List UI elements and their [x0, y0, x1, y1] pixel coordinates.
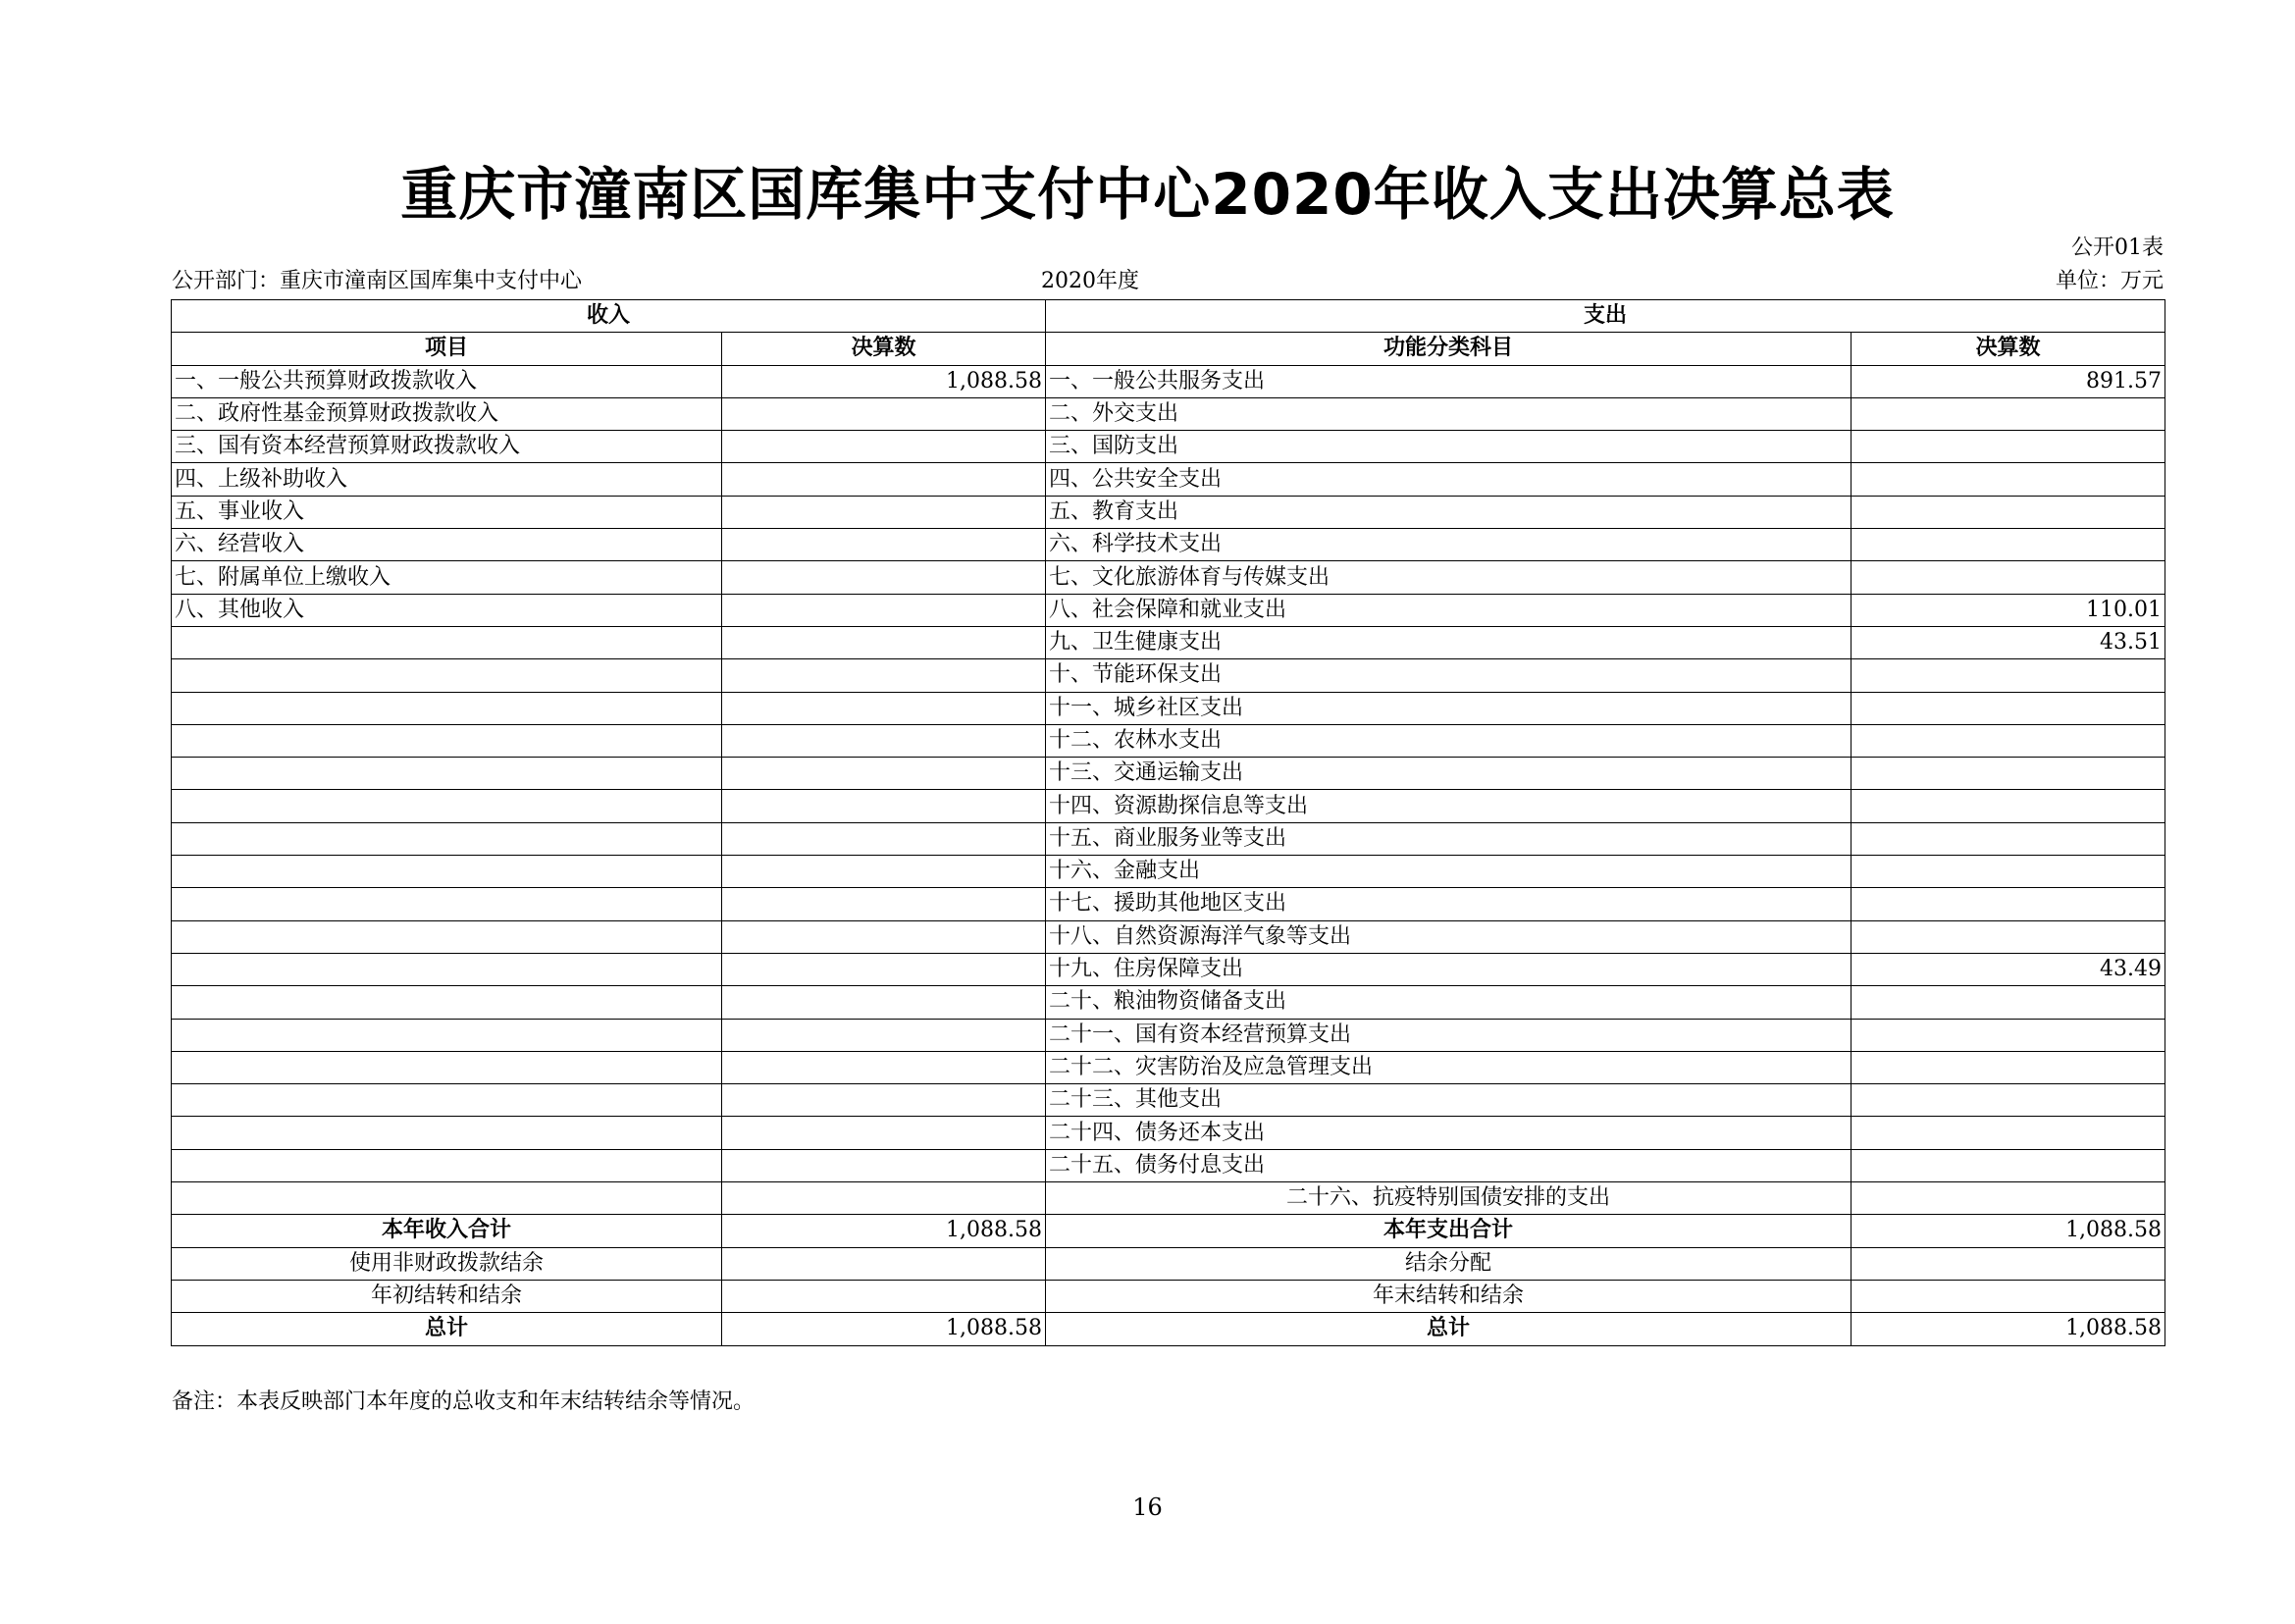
table-row — [172, 724, 2165, 757]
income-amount-cell — [722, 626, 1046, 658]
income-item-cell — [172, 790, 722, 822]
summary-income-amount: 1,088.58 — [722, 1215, 1046, 1247]
income-item-cell — [172, 758, 722, 790]
table-row — [172, 365, 2165, 397]
table-row — [172, 758, 2165, 790]
expenditure-amount-cell — [1852, 790, 2165, 822]
header-row-sections — [172, 300, 2165, 333]
income-amount-cell: 1,088.58 — [722, 365, 1046, 397]
table-row — [172, 626, 2165, 658]
expenditure-item-cell: 二、外交支出 — [1046, 397, 1852, 430]
budget-table — [171, 299, 2165, 1346]
summary-income-label: 使用非财政拨款结余 — [172, 1247, 722, 1280]
summary-expenditure-amount: 1,088.58 — [1852, 1313, 2165, 1345]
income-amount-cell — [722, 986, 1046, 1019]
page-title: 重庆市潼南区国库集中支付中心2020年收入支出决算总表 — [400, 161, 1895, 228]
footnote: 备注：本表反映部门本年度的总收支和年末结转结余等情况。 — [172, 1389, 756, 1414]
income-item-cell — [172, 920, 722, 953]
income-amount-cell — [722, 758, 1046, 790]
expenditure-amount-cell: 891.57 — [1852, 365, 2165, 397]
table-row — [172, 463, 2165, 496]
table-row — [172, 856, 2165, 888]
expenditure-item-cell: 八、社会保障和就业支出 — [1046, 594, 1852, 626]
table-row — [172, 986, 2165, 1019]
expenditure-section-header: 支出 — [1046, 300, 2165, 333]
expenditure-item-cell: 九、卫生健康支出 — [1046, 626, 1852, 658]
expenditure-amount-cell — [1852, 397, 2165, 430]
income-amount-cell — [722, 692, 1046, 724]
expenditure-item-cell: 二十三、其他支出 — [1046, 1084, 1852, 1117]
expenditure-amount-cell — [1852, 496, 2165, 528]
summary-income-label: 总计 — [172, 1313, 722, 1345]
table-row — [172, 1051, 2165, 1083]
table-row — [172, 496, 2165, 528]
expenditure-item-cell: 十二、农林水支出 — [1046, 724, 1852, 757]
expenditure-item-cell: 二十、粮油物资储备支出 — [1046, 986, 1852, 1019]
income-amount-cell — [722, 888, 1046, 920]
income-amount-cell — [722, 463, 1046, 496]
table-row — [172, 692, 2165, 724]
expenditure-amount-cell — [1852, 431, 2165, 463]
expenditure-item-cell: 十六、金融支出 — [1046, 856, 1852, 888]
expenditure-item-cell: 十八、自然资源海洋气象等支出 — [1046, 920, 1852, 953]
summary-income-label: 年初结转和结余 — [172, 1280, 722, 1312]
expenditure-item-cell: 十三、交通运输支出 — [1046, 758, 1852, 790]
page-number: 16 — [1132, 1493, 1163, 1521]
income-item-cell: 四、上级补助收入 — [172, 463, 722, 496]
expenditure-item-cell: 五、教育支出 — [1046, 496, 1852, 528]
summary-row — [172, 1247, 2165, 1280]
fiscal-year: 2020年度 — [1041, 269, 1139, 293]
expenditure-item-cell: 三、国防支出 — [1046, 431, 1852, 463]
income-amount-cell — [722, 659, 1046, 692]
unit-label: 单位：万元 — [2055, 269, 2164, 293]
income-item-cell — [172, 626, 722, 658]
income-item-cell — [172, 986, 722, 1019]
form-code: 公开01表 — [2071, 236, 2164, 260]
expenditure-item-cell: 六、科学技术支出 — [1046, 529, 1852, 561]
summary-income-amount — [722, 1247, 1046, 1280]
header-row-columns — [172, 333, 2165, 365]
summary-expenditure-label: 总计 — [1046, 1313, 1852, 1345]
table-row — [172, 561, 2165, 594]
summary-expenditure-amount — [1852, 1247, 2165, 1280]
income-amount-cell — [722, 1117, 1046, 1149]
expenditure-item-cell: 十一、城乡社区支出 — [1046, 692, 1852, 724]
expenditure-amount-header: 决算数 — [1852, 333, 2165, 365]
expenditure-item-cell: 十九、住房保障支出 — [1046, 953, 1852, 985]
income-item-cell — [172, 953, 722, 985]
expenditure-amount-cell — [1852, 888, 2165, 920]
table-row — [172, 659, 2165, 692]
expenditure-item-cell: 二十六、抗疫特别国债安排的支出 — [1046, 1182, 1852, 1215]
expenditure-item-cell: 十、节能环保支出 — [1046, 659, 1852, 692]
expenditure-amount-cell — [1852, 920, 2165, 953]
income-item-cell: 二、政府性基金预算财政拨款收入 — [172, 397, 722, 430]
table-row — [172, 888, 2165, 920]
income-item-cell — [172, 1149, 722, 1181]
income-amount-cell — [722, 431, 1046, 463]
income-amount-cell — [722, 594, 1046, 626]
expenditure-amount-cell — [1852, 1019, 2165, 1051]
income-item-cell — [172, 1051, 722, 1083]
expenditure-amount-cell — [1852, 1051, 2165, 1083]
expenditure-item-cell: 四、公共安全支出 — [1046, 463, 1852, 496]
income-amount-cell — [722, 790, 1046, 822]
income-item-cell: 三、国有资本经营预算财政拨款收入 — [172, 431, 722, 463]
summary-expenditure-label: 年末结转和结余 — [1046, 1280, 1852, 1312]
income-item-cell — [172, 724, 722, 757]
summary-row — [172, 1215, 2165, 1247]
expenditure-amount-cell: 43.49 — [1852, 953, 2165, 985]
expenditure-amount-cell: 43.51 — [1852, 626, 2165, 658]
expenditure-item-cell: 七、文化旅游体育与传媒支出 — [1046, 561, 1852, 594]
table-row — [172, 431, 2165, 463]
income-section-header: 收入 — [172, 300, 1046, 333]
summary-row — [172, 1280, 2165, 1312]
expenditure-amount-cell — [1852, 659, 2165, 692]
expenditure-amount-cell — [1852, 856, 2165, 888]
table-row — [172, 822, 2165, 855]
expenditure-amount-cell — [1852, 822, 2165, 855]
table-row — [172, 1019, 2165, 1051]
expenditure-amount-cell — [1852, 1084, 2165, 1117]
expenditure-item-cell: 一、一般公共服务支出 — [1046, 365, 1852, 397]
table-row — [172, 594, 2165, 626]
expenditure-item-cell: 十七、援助其他地区支出 — [1046, 888, 1852, 920]
summary-income-label: 本年收入合计 — [172, 1215, 722, 1247]
income-amount-cell — [722, 724, 1046, 757]
income-item-cell — [172, 1084, 722, 1117]
summary-expenditure-amount — [1852, 1280, 2165, 1312]
income-amount-cell — [722, 822, 1046, 855]
table-row — [172, 529, 2165, 561]
summary-expenditure-label: 本年支出合计 — [1046, 1215, 1852, 1247]
expenditure-amount-cell — [1852, 529, 2165, 561]
expenditure-amount-cell — [1852, 1117, 2165, 1149]
expenditure-amount-cell — [1852, 1149, 2165, 1181]
income-item-cell — [172, 856, 722, 888]
expenditure-amount-cell — [1852, 463, 2165, 496]
income-amount-header: 决算数 — [722, 333, 1046, 365]
table-row — [172, 1149, 2165, 1181]
income-item-cell — [172, 692, 722, 724]
income-amount-cell — [722, 1149, 1046, 1181]
expenditure-item-cell: 十五、商业服务业等支出 — [1046, 822, 1852, 855]
income-amount-cell — [722, 496, 1046, 528]
income-amount-cell — [722, 1019, 1046, 1051]
income-item-cell: 五、事业收入 — [172, 496, 722, 528]
income-item-cell — [172, 888, 722, 920]
income-amount-cell — [722, 856, 1046, 888]
income-amount-cell — [722, 397, 1046, 430]
income-item-cell — [172, 1117, 722, 1149]
income-item-cell: 一、一般公共预算财政拨款收入 — [172, 365, 722, 397]
expenditure-amount-cell — [1852, 1182, 2165, 1215]
expenditure-amount-cell — [1852, 724, 2165, 757]
income-item-header: 项目 — [172, 333, 722, 365]
summary-expenditure-amount: 1,088.58 — [1852, 1215, 2165, 1247]
summary-income-amount — [722, 1280, 1046, 1312]
summary-row — [172, 1313, 2165, 1345]
income-item-cell: 八、其他收入 — [172, 594, 722, 626]
expenditure-item-cell: 十四、资源勘探信息等支出 — [1046, 790, 1852, 822]
expenditure-amount-cell — [1852, 561, 2165, 594]
summary-income-amount: 1,088.58 — [722, 1313, 1046, 1345]
income-amount-cell — [722, 920, 1046, 953]
table-row — [172, 920, 2165, 953]
table-row — [172, 1117, 2165, 1149]
expenditure-amount-cell: 110.01 — [1852, 594, 2165, 626]
expenditure-item-cell: 二十二、灾害防治及应急管理支出 — [1046, 1051, 1852, 1083]
expenditure-item-cell: 二十五、债务付息支出 — [1046, 1149, 1852, 1181]
table-row — [172, 953, 2165, 985]
income-item-cell — [172, 1182, 722, 1215]
income-amount-cell — [722, 953, 1046, 985]
summary-expenditure-label: 结余分配 — [1046, 1247, 1852, 1280]
table-row — [172, 1084, 2165, 1117]
income-amount-cell — [722, 1182, 1046, 1215]
expenditure-item-cell: 二十一、国有资本经营预算支出 — [1046, 1019, 1852, 1051]
table-row — [172, 1182, 2165, 1215]
department-label: 公开部门：重庆市潼南区国库集中支付中心 — [172, 269, 583, 293]
category-header: 功能分类科目 — [1046, 333, 1852, 365]
income-item-cell — [172, 822, 722, 855]
expenditure-amount-cell — [1852, 986, 2165, 1019]
income-item-cell: 七、附属单位上缴收入 — [172, 561, 722, 594]
income-item-cell — [172, 659, 722, 692]
income-amount-cell — [722, 561, 1046, 594]
income-amount-cell — [722, 529, 1046, 561]
income-amount-cell — [722, 1084, 1046, 1117]
income-item-cell — [172, 1019, 722, 1051]
table-row — [172, 790, 2165, 822]
expenditure-item-cell: 二十四、债务还本支出 — [1046, 1117, 1852, 1149]
table-row — [172, 397, 2165, 430]
expenditure-amount-cell — [1852, 692, 2165, 724]
income-amount-cell — [722, 1051, 1046, 1083]
expenditure-amount-cell — [1852, 758, 2165, 790]
income-item-cell: 六、经营收入 — [172, 529, 722, 561]
